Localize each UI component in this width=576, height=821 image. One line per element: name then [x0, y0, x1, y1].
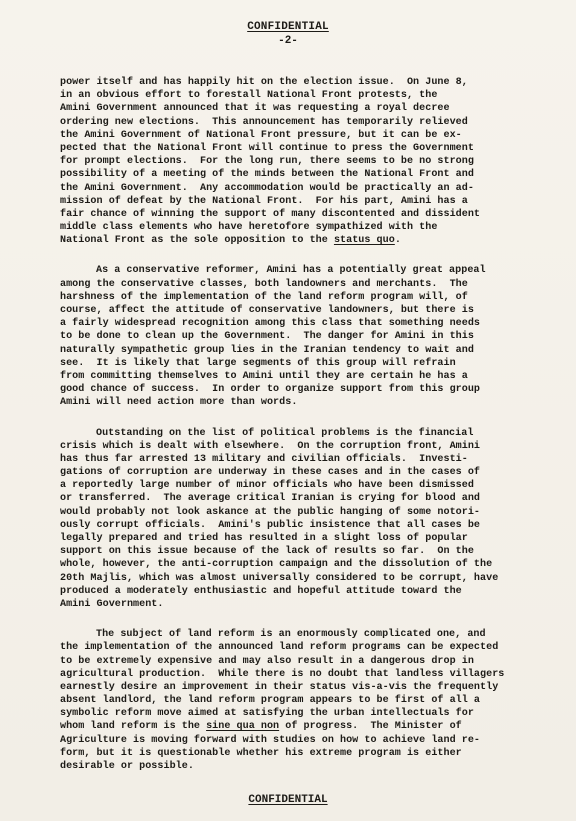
text-line: fair chance of winning the support of many discontented and dissident — [60, 208, 481, 220]
text-line — [60, 234, 535, 247]
footer-classification-marking: CONFIDENTIAL — [248, 794, 328, 806]
text-segment: of progress. The Minister of — [279, 721, 462, 733]
text-line: ordering new elections. This announcement has temporarily relieved — [60, 116, 468, 128]
paragraph-financial-crisis — [60, 427, 535, 612]
text-line: Amini Government. — [60, 598, 164, 610]
page-number: -2- — [278, 35, 298, 47]
text-line: or transferred. The average critical Iranian is crying for blood and — [60, 493, 481, 505]
document-body — [60, 76, 535, 790]
text-line: would probably not look askance at the public hanging of some notori- — [60, 506, 481, 518]
underlined-term-sine-qua-non: sine qua non — [206, 721, 280, 733]
text-segment: whom land reform is the — [60, 721, 207, 733]
text-line: absent landlord, the land reform program appears to be first of all a — [60, 695, 481, 707]
text-line: ously corrupt officials. Amini's public insistence that all cases be — [60, 519, 481, 531]
text-line — [60, 720, 535, 733]
text-line: a reportedly large number of minor officials who have been dismissed — [60, 480, 474, 492]
text-line: for prompt elections. For the long run, there seems to be no strong — [60, 156, 474, 168]
text-line: the implementation of the announced land reform programs can be expected — [60, 642, 499, 654]
text-segment: . — [394, 235, 401, 247]
text-line: Outstanding on the list of political problems is the financial — [96, 427, 474, 439]
text-line: the Amini Government of National Front pressure, but it can be ex- — [60, 129, 462, 141]
text-line: Amini will need action more than words. — [60, 397, 298, 409]
text-line: produced a moderately enthusiastic and hopeful attitude toward the — [60, 585, 462, 597]
text-line: legally prepared and tried has resulted in a slight loss of popular — [60, 533, 468, 544]
text-line: 20th Majlis, which was almost universally considered to be corrupt, have — [60, 572, 499, 584]
text-segment: National Front as the sole opposition to the — [60, 235, 334, 247]
text-line: to be extremely expensive and may also result in a dangerous drop in — [60, 655, 474, 667]
text-line: harshness of the implementation of the land reform program will, of — [60, 291, 468, 303]
text-line: form, but it is questionable whether his extreme program is either — [60, 747, 462, 759]
text-line: whole, however, the anti-corruption campaign and the dissolution of the — [60, 559, 493, 571]
text-line: The subject of land reform is an enormously complicated one, and — [96, 629, 486, 641]
text-line: to be done to clean up the Government. The danger for Amini in this — [60, 331, 474, 343]
text-line: crisis which is dealt with elsewhere. On the corruption front, Amini — [60, 440, 481, 452]
text-line: middle class elements who have heretofore sympathized with the — [60, 222, 438, 234]
text-line: a fairly widespread recognition among this class that something needs — [60, 318, 481, 330]
text-line: As a conservative reformer, Amini has a potentially great appeal — [96, 265, 486, 277]
text-line: desirable or possible. — [60, 761, 194, 772]
text-line: naturally sympathetic group lies in the Iranian tendency to wait and — [60, 344, 474, 356]
paragraph-election-issue — [60, 76, 535, 247]
text-line: course, affect the attitude of conservative landowners, but there is — [60, 305, 474, 316]
text-line: symbolic reform move aimed at satisfying the urban intellectuals for — [60, 708, 474, 720]
text-line: has thus far arrested 13 military and civilian officials. Investi- — [60, 453, 468, 465]
text-line: among the conservative classes, both landowners and merchants. The — [60, 278, 468, 290]
text-line: earnestly desire an improvement in their status vis-a-vis the frequently — [60, 681, 499, 693]
paragraph-land-reform — [60, 628, 535, 773]
text-line: see. It is likely that large segments of this group will refrain — [60, 357, 456, 369]
underlined-term-status-quo: status quo — [333, 235, 395, 247]
text-line: the Amini Government. Any accommodation would be practically an ad- — [60, 182, 474, 194]
text-line: agricultural production. While there is no doubt that landless villagers — [60, 668, 505, 680]
text-line: mission of defeat by the National Front. For his part, Amini has a — [60, 195, 468, 207]
text-line: Amini Government announced that it was requesting a royal decree — [60, 103, 450, 115]
paragraph-conservative-reformer — [60, 264, 535, 409]
text-line: support on this issue because of the lack of results so far. On the — [60, 546, 474, 558]
text-line: pected that the National Front will continue to press the Government — [60, 142, 474, 154]
header-classification-marking: CONFIDENTIAL — [247, 21, 329, 33]
text-line: power itself and has happily hit on the election issue. On June 8, — [60, 77, 468, 88]
text-line: from committing themselves to Amini until they are certain he has a — [60, 370, 468, 382]
text-line: Agriculture is moving forward with studies on how to achieve land re- — [60, 734, 481, 746]
text-line: possibility of a meeting of the minds between the National Front and — [60, 169, 474, 181]
text-line: in an obvious effort to forestall National Front protests, the — [60, 90, 438, 102]
text-line: gations of corruption are underway in these cases and in the cases of — [60, 467, 481, 479]
text-line: good chance of success. In order to organize support from this group — [60, 384, 481, 396]
